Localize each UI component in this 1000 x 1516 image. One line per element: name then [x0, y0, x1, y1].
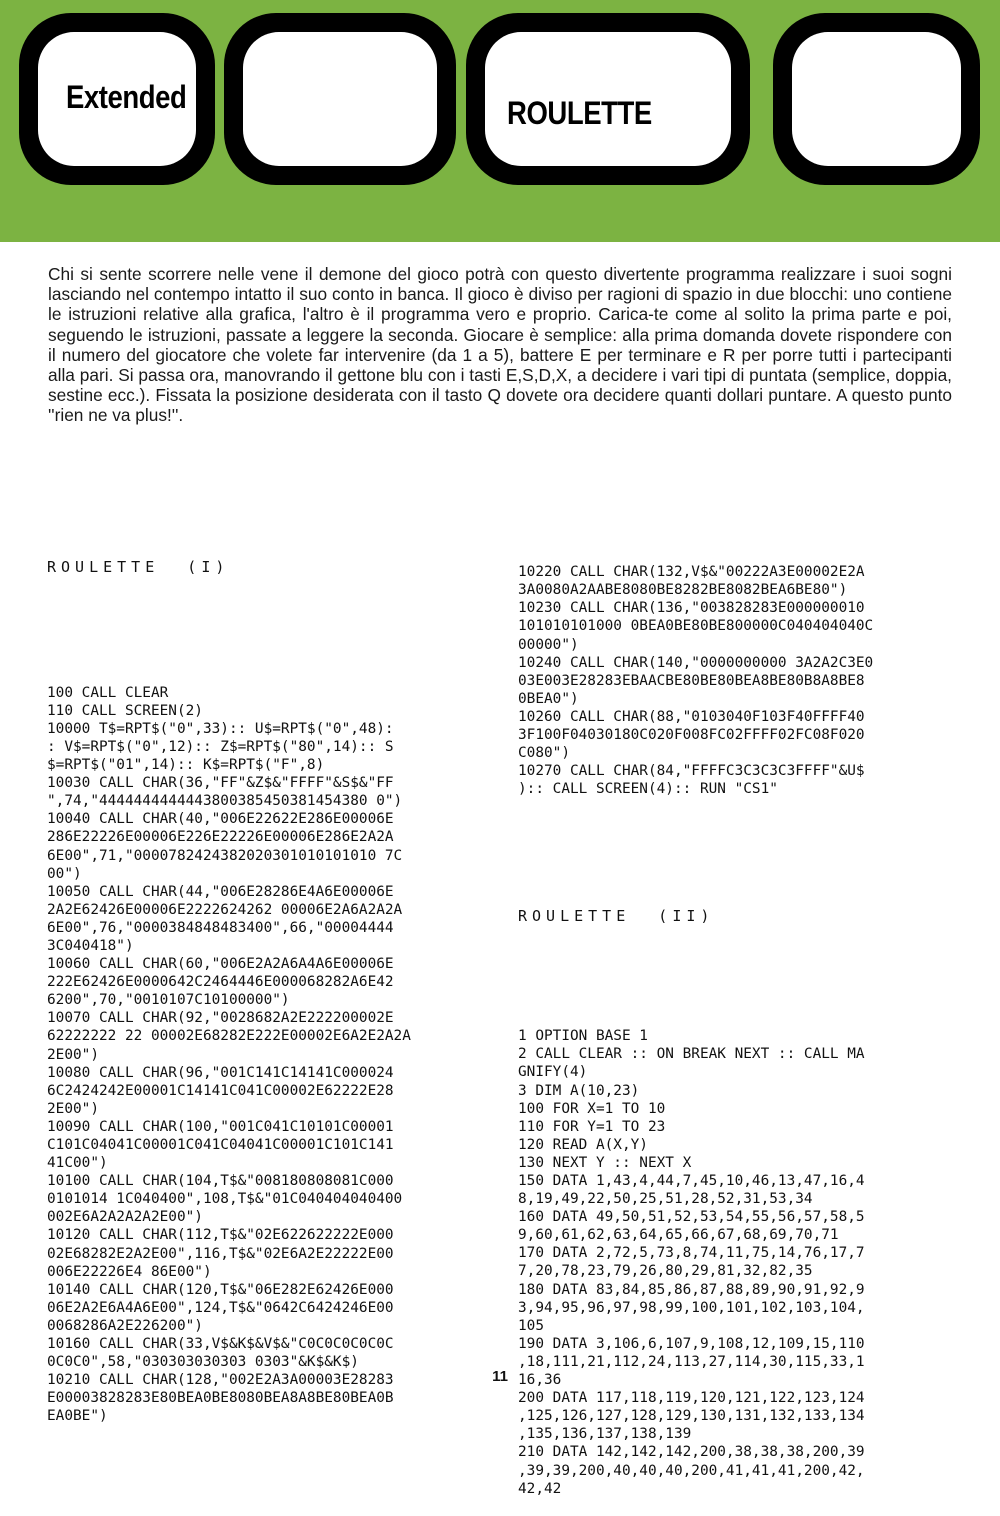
code-line: 0C0C0",58,"030303030303 0303"&K$&K$): [47, 1354, 359, 1371]
code-line: 10100 CALL CHAR(104,T$&"008180808081C000: [47, 1173, 394, 1190]
code-line: 100 FOR X=1 TO 10: [518, 1100, 666, 1117]
code-line: 3,94,95,96,97,98,99,100,101,102,103,104,: [518, 1299, 865, 1316]
listing-1-continued-code: [518, 563, 963, 798]
code-line: 10140 CALL CHAR(120,T$&"06E282E62426E000: [47, 1281, 394, 1298]
code-line: 10050 CALL CHAR(44,"006E28286E4A6E00006E: [47, 883, 394, 900]
code-line: 6E00",76,"0000384848483400",66,"00004444: [47, 919, 394, 936]
code-line: 10230 CALL CHAR(136,"003828283E000000010: [518, 600, 865, 617]
code-line: C080"): [518, 745, 570, 762]
code-line: 210 DATA 142,142,142,200,38,38,38,200,39: [518, 1444, 865, 1461]
code-line: 170 DATA 2,72,5,73,8,74,11,75,14,76,17,7: [518, 1245, 865, 1262]
code-line: 6E00",71,"0000782424382020301010101010 7C: [47, 847, 403, 864]
code-line: 3C040418"): [47, 937, 134, 954]
code-line: 10120 CALL CHAR(112,T$&"02E622622222E000: [47, 1227, 394, 1244]
code-line: 130 NEXT Y :: NEXT X: [518, 1154, 692, 1171]
code-line: 16,36: [518, 1372, 562, 1389]
page-number: 11: [492, 1368, 508, 1385]
listing-1-title: ROULETTE (I): [47, 558, 230, 577]
header-tab-roulette: [466, 13, 750, 185]
code-line: 10210 CALL CHAR(128,"002E2A3A00003E28283: [47, 1372, 394, 1389]
code-line: 10030 CALL CHAR(36,"FF"&Z$&"FFFF"&S$&"FF: [47, 775, 394, 792]
code-line: 06E2A2E6A4A6E00",124,T$&"0642C6424246E00: [47, 1299, 394, 1316]
code-line: 42,42: [518, 1480, 562, 1497]
code-line: 1 OPTION BASE 1: [518, 1028, 648, 1045]
listing-column-left: [47, 522, 487, 1444]
code-line: 03E003E28283EBAACBE80BE80BEA8BE80B8A8BE8: [518, 672, 865, 689]
code-line: 41C00"): [47, 1155, 108, 1172]
code-line: 222E62426E0000642C2464446E000068282A6E42: [47, 974, 394, 991]
header-tab-extended: [19, 13, 215, 185]
intro-paragraph: Chi si sente scorrere nelle vene il demone del gioco potrà con questo divertente programma realizzare i suoi sogni lasciando nel contempo intatto il suo conto in banca. Il gioco è diviso per ragioni di spazio in due blocchi: uno contiene le istruzioni relative alla grafica, l'altro è il programma vero e proprio. Carica-te come al solito la prima parte e poi, seguendo le istruzioni, passate a leggere la seconda. Giocare è semplice: alla prima domanda dovete rispondere con il numero del giocatore che volete far intervenire (da 1 a 5), battere E per terminare e R per porre tutti i partecipanti alla pari. Si passa ora, manovrando il gettone blu con i tasti E,S,D,X, a decidere i vari tipi di puntata (semplice, doppia, sestine ecc.). Fissata la posizione desiderata con il tasto Q dovete ora decidere quanti dollari puntare. A questo punto ''rien ne va plus!''.: [48, 264, 952, 426]
code-line: 006E22226E4 86E00"): [47, 1263, 212, 1280]
code-line: ):: CALL SCREEN(4):: RUN "CS1": [518, 781, 778, 798]
code-line: $=RPT$("01",14):: K$=RPT$("F",8): [47, 757, 325, 774]
code-line: 10070 CALL CHAR(92,"0028682A2E222200002E: [47, 1010, 394, 1027]
code-line: 190 DATA 3,106,6,107,9,108,12,109,15,110: [518, 1335, 865, 1352]
code-line: 00000"): [518, 636, 579, 653]
code-line: 2A2E62426E00006E2222624262 00006E2A6A2A2A: [47, 901, 403, 918]
code-line: 9,60,61,62,63,64,65,66,67,68,69,70,71: [518, 1227, 839, 1244]
code-line: ,125,126,127,128,129,130,131,132,133,134: [518, 1408, 865, 1425]
listing-1-code: [47, 684, 487, 1426]
code-line: 2 CALL CLEAR :: ON BREAK NEXT :: CALL MA: [518, 1046, 865, 1063]
code-line: 002E6A2A2A2A2E00"): [47, 1209, 203, 1226]
header-tab-blank-2-inner: [792, 32, 961, 166]
code-line: GNIFY(4): [518, 1064, 588, 1081]
code-line: C101C04041C00001C041C04041C00001C101C141: [47, 1137, 394, 1153]
code-line: 10160 CALL CHAR(33,V$&K$&V$&"C0C0C0C0C0C: [47, 1336, 394, 1353]
code-line: 0068286A2E226200"): [47, 1317, 203, 1334]
code-line: 10270 CALL CHAR(84,"FFFFC3C3C3C3FFFF"&U$: [518, 763, 865, 780]
code-line: 8,19,49,22,50,25,51,28,52,31,53,34: [518, 1191, 813, 1208]
code-line: 180 DATA 83,84,85,86,87,88,89,90,91,92,9: [518, 1281, 865, 1298]
page-title: ROULETTE: [507, 94, 652, 131]
code-line: 100 CALL CLEAR: [47, 684, 169, 701]
code-line: 6200",70,"0010107C10100000"): [47, 992, 290, 1009]
code-line: E00003828283E80BEA0BE8080BEA8A8BE80BEA0B: [47, 1390, 394, 1407]
code-line: 10060 CALL CHAR(60,"006E2A2A6A4A6E00006E: [47, 956, 394, 973]
code-line: 105: [518, 1317, 544, 1334]
header-tab-blank-1: [224, 13, 456, 185]
code-line: 7,20,78,23,79,26,80,29,81,32,82,35: [518, 1263, 813, 1280]
code-line: 10240 CALL CHAR(140,"0000000000 3A2A2C3E0: [518, 654, 874, 671]
code-line: 110 CALL SCREEN(2): [47, 702, 203, 719]
code-line: ,135,136,137,138,139: [518, 1426, 692, 1443]
code-line: 101010101000 0BEA0BE80BE800000C040404040C: [518, 618, 874, 635]
code-line: 3F100F04030180C020F008FC02FFFF02FC08F020: [518, 727, 865, 744]
header-banner: [0, 0, 1000, 242]
code-line: 0101014 1C040400",108,T$&"01C040404040400: [47, 1191, 403, 1208]
code-line: ,39,39,200,40,40,40,200,41,41,41,200,42,: [518, 1462, 865, 1479]
listing-2-code: [518, 1027, 963, 1497]
code-line: 10040 CALL CHAR(40,"006E22622E286E00006E: [47, 811, 394, 828]
listing-2-title: ROULETTE (II): [518, 906, 715, 925]
code-line: 02E68282E2A2E00",116,T$&"02E6A2E22222E00: [47, 1245, 394, 1262]
code-line: 10220 CALL CHAR(132,V$&"00222A3E00002E2A: [518, 564, 865, 581]
code-line: 150 DATA 1,43,4,44,7,45,10,46,13,47,16,4: [518, 1173, 865, 1189]
header-tab-blank-1-inner: [243, 32, 437, 166]
code-line: 110 FOR Y=1 TO 23: [518, 1118, 666, 1135]
code-line: 120 READ A(X,Y): [518, 1136, 648, 1153]
code-line: 10080 CALL CHAR(96,"001C141C14141C000024: [47, 1064, 394, 1081]
code-line: ",74,"4444444444443800385450381454380 0"): [47, 793, 403, 810]
code-line: 62222222 22 00002E68282E222E00002E6A2E2A2A: [47, 1028, 411, 1045]
header-tab-blank-2: [773, 13, 980, 185]
header-tab-extended-inner: [38, 32, 196, 166]
code-line: 200 DATA 117,118,119,120,121,122,123,124: [518, 1390, 865, 1407]
code-line: 00"): [47, 865, 82, 882]
code-line: 286E22226E00006E226E22226E00006E286E2A2A: [47, 829, 394, 846]
code-line: 2E00"): [47, 1100, 99, 1117]
code-line: 3 DIM A(10,23): [518, 1082, 640, 1099]
code-line: ,18,111,21,112,24,113,27,114,30,115,33,1: [518, 1353, 865, 1370]
code-line: : V$=RPT$("0",12):: Z$=RPT$("80",14):: S: [47, 738, 394, 755]
code-line: 10090 CALL CHAR(100,"001C041C10101C00001: [47, 1118, 394, 1135]
header-tab-roulette-inner: [485, 32, 731, 166]
header-tab-extended-label: Extended: [66, 78, 187, 115]
code-line: 3A0080A2AABE8080BE8282BE8082BEA6BE80"): [518, 582, 848, 599]
code-line: 160 DATA 49,50,51,52,53,54,55,56,57,58,5: [518, 1209, 865, 1226]
code-line: 6C2424242E00001C14141C041C00002E62222E28: [47, 1082, 394, 1099]
code-line: 2E00"): [47, 1046, 99, 1063]
code-line: 10260 CALL CHAR(88,"0103040F103F40FFFF40: [518, 708, 865, 725]
code-line: 10000 T$=RPT$("0",33):: U$=RPT$("0",48):: [47, 720, 394, 737]
code-line: 0BEA0"): [518, 690, 579, 707]
code-line: EA0BE"): [47, 1408, 108, 1425]
